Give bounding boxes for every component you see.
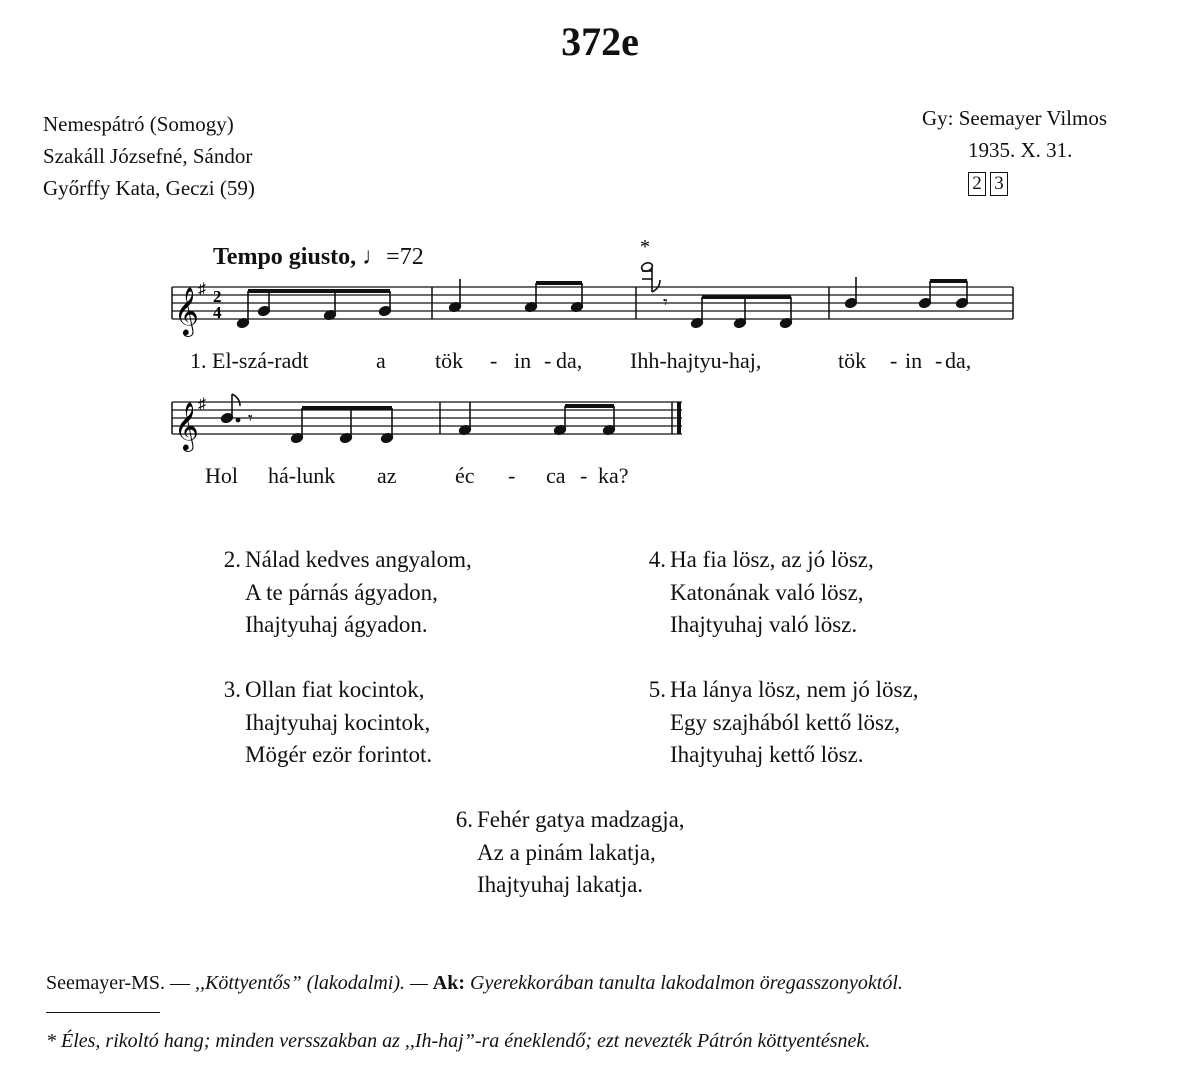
stanza-line: Mögér ezör forintot. bbox=[245, 742, 433, 767]
lyric-syllable: 1. El-szá-radt bbox=[190, 348, 309, 373]
lyric-syllable: a bbox=[376, 348, 386, 373]
lyric-syllable: - bbox=[935, 348, 943, 373]
stanza-number: 2. bbox=[223, 547, 241, 572]
ak-text: Gyerekkorában tanulta lakodalmon öregasszonyoktól. bbox=[465, 972, 903, 994]
stanza-line: Fehér gatya madzagja, bbox=[477, 807, 685, 832]
stanza-line: Ihajtyuhaj lakatja. bbox=[477, 872, 644, 897]
stanza-number: 6. bbox=[455, 807, 473, 832]
stanza-line: Az a pinám lakatja, bbox=[477, 839, 656, 865]
treble-clef-icon: 𝄞 bbox=[174, 286, 199, 335]
stanza-line: Egy szajhából kettő lösz, bbox=[670, 709, 900, 735]
lyric-syllable: Ihh-hajtyu-haj, bbox=[630, 348, 762, 373]
lyric-syllable: - bbox=[490, 348, 498, 373]
stanza-3 bbox=[205, 674, 432, 772]
tempo-bpm: =72 bbox=[386, 244, 424, 270]
lyric-syllable: Hol bbox=[205, 463, 238, 488]
source-prefix: Seemayer-MS. — bbox=[46, 972, 196, 994]
footnote: * Éles, rikoltó hang; minden versszakban az ,,Ih-haj”-ra éneklendő; ezt nevezték Pátrón köttyentésnek. bbox=[46, 1030, 871, 1052]
lyric-syllable: in bbox=[905, 348, 923, 373]
stanza-number: 3. bbox=[223, 677, 241, 702]
lyric-syllable: há-lunk bbox=[268, 463, 336, 488]
source-note bbox=[46, 972, 903, 995]
eighth-rest-icon: 𝄾 bbox=[248, 408, 253, 428]
stanza-line: Ihajtyuhaj ágyadon. bbox=[245, 612, 428, 637]
box-number-1: 2 bbox=[968, 172, 986, 196]
stanza-line: Ollan fiat kocintok, bbox=[245, 677, 425, 702]
stanza-line: Ihajtyuhaj kettő lösz. bbox=[670, 742, 864, 767]
lyrics-line-1 bbox=[190, 348, 971, 373]
stanza-line: Katonának való lösz, bbox=[670, 579, 864, 605]
collection-date: 1935. X. 31. bbox=[968, 138, 1073, 162]
lyric-syllable: - bbox=[890, 348, 898, 373]
stanza-4 bbox=[630, 544, 874, 642]
lyric-syllable: éc bbox=[455, 463, 475, 488]
lyric-syllable: da, bbox=[945, 348, 972, 373]
stanza-line: Ihajtyuhaj kocintok, bbox=[245, 709, 431, 735]
ak-label: Ak: bbox=[432, 972, 466, 994]
eighth-rest-icon: 𝄾 bbox=[663, 292, 668, 312]
box-number-2: 3 bbox=[990, 172, 1008, 196]
singer-names: Szakáll Józsefné, Sándor bbox=[43, 144, 253, 168]
key-sharp-icon: ♯ bbox=[198, 281, 206, 298]
stanza-line: Nálad kedves angyalom, bbox=[245, 547, 472, 572]
stanza-line: Ha fia lösz, az jó lösz, bbox=[670, 547, 874, 572]
lyric-syllable: da, bbox=[556, 348, 583, 373]
stanza-2 bbox=[205, 544, 472, 642]
stanza-6 bbox=[437, 804, 685, 902]
lyric-syllable: ka? bbox=[598, 463, 629, 488]
lyric-syllable: - bbox=[580, 463, 588, 488]
lyric-syllable: - bbox=[508, 463, 516, 488]
tempo-label: Tempo giusto, bbox=[213, 244, 357, 270]
lyric-syllable: az bbox=[377, 463, 397, 488]
stanza-line: Ha lánya lösz, nem jó lösz, bbox=[670, 677, 919, 702]
footnote-divider bbox=[46, 1012, 160, 1013]
asterisk-mark: * bbox=[640, 236, 650, 258]
page-title: 372e bbox=[561, 19, 639, 64]
quarter-note-icon: ♩ bbox=[362, 244, 387, 270]
origin-place: Nemespátró (Somogy) bbox=[43, 112, 234, 136]
time-signature-top: 2 bbox=[213, 287, 222, 306]
stanza-5 bbox=[630, 674, 918, 772]
lyric-syllable: - bbox=[544, 348, 552, 373]
singer-names-2: Győrffy Kata, Geczi (59) bbox=[43, 176, 255, 200]
lyrics-line-2 bbox=[205, 463, 629, 488]
stanza-number: 5. bbox=[648, 677, 666, 702]
source-quote: ,,Köttyentős” (lakodalmi). — bbox=[195, 972, 433, 994]
stanza-line: Ihajtyuhaj való lösz. bbox=[670, 612, 858, 637]
key-sharp-icon: ♯ bbox=[198, 396, 206, 413]
collector-name: Gy: Seemayer Vilmos bbox=[922, 106, 1107, 130]
stanza-number: 4. bbox=[648, 547, 666, 572]
stanza-line: A te párnás ágyadon, bbox=[245, 579, 438, 605]
lyric-syllable: tök bbox=[838, 348, 867, 373]
lyric-syllable: in bbox=[514, 348, 532, 373]
lyric-syllable: ca bbox=[546, 463, 566, 488]
lyric-syllable: tök bbox=[435, 348, 464, 373]
treble-clef-icon: 𝄞 bbox=[174, 401, 199, 450]
time-signature-bottom: 4 bbox=[213, 303, 222, 322]
